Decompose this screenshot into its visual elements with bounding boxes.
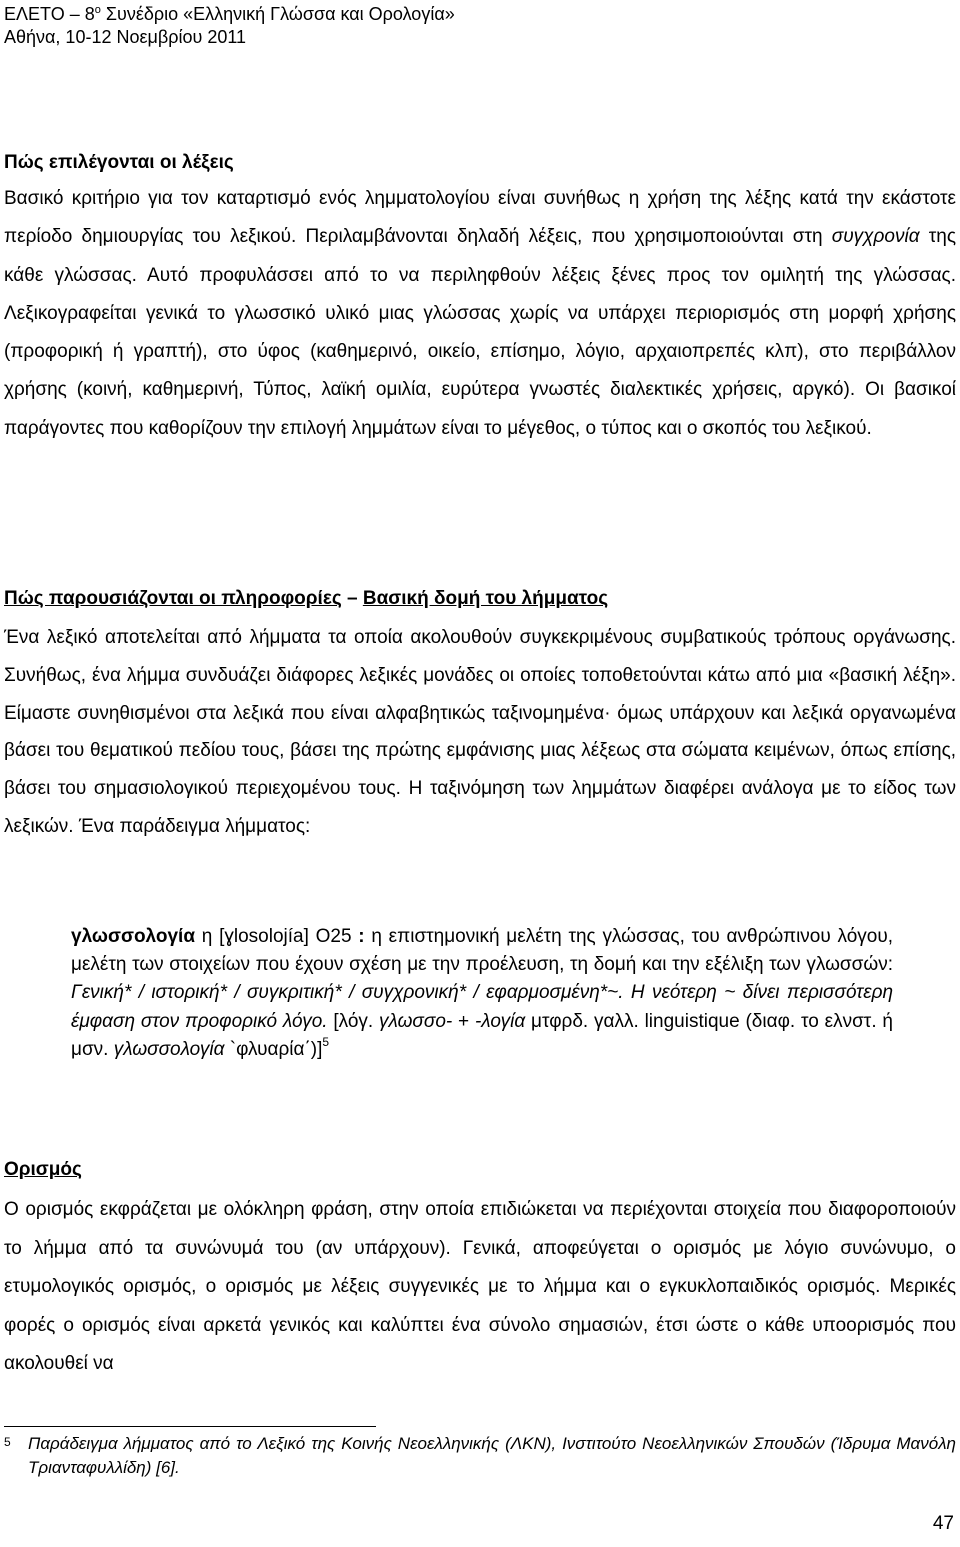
conference-date: Αθήνα, 10-12 Νοεμβρίου 2011 (4, 27, 247, 47)
footnote (4, 1432, 956, 1480)
paragraph-definition: Ο ορισμός εκφράζεται με ολόκληρη φράση, στην οποία επιδιώκεται να περιέχονται στοιχεία που διαφοροποιούν το λήμμα από τα συνώνυμά του (αν υπάρχουν). Γενικά, αποφεύγεται ο ορισμός με λόγιο συνώνυμο, ο ετυμολογικός ορισμός, ο ορισμός με λέξεις συγγενικές με το λήμμα και ο εγκυκλοπαιδικός ορισμός. Μερικές φορές ο ορισμός είναι αρκετά γενικός και καλύπτει ένα σύνολο σημασιών, έτσι ώστε ο κάθε υποορισμός που ακολουθεί να (4, 1199, 956, 1375)
dictionary-entry-example: γλωσσολογία η [ɣlosolojía] Ο25 : η επιστημονική μελέτη της γλώσσας, του ανθρώπινου λόγου, μελέτη των στοιχείων που έχουν σχέση με την προέλευση, τη δομή και την εξέλιξη των γλωσσών: Γενική* / ιστορική* / συγκριτική* / συγχρονική* / εφαρμοσμένη*~. Η νεότερη ~ δίνει περισσότερη έμφαση στον προφορικό λόγο. [λόγ. γλωσσο- + -λογία μτφρδ. γαλλ. linguistique (διαφ. το ελνστ. ή μσν. γλωσσολογία `φλυαρία΄)]$^5$ (71, 926, 894, 1060)
running-header (4, 3, 455, 49)
footnote-reference: 5 (322, 1034, 330, 1049)
section-title-word-selection: Πώς επιλέγονται οι λέξεις (4, 152, 234, 173)
paragraph-entry-structure: Ένα λεξικό αποτελείται από λήμματα τα οποία ακολουθούν συγκεκριμένους συμβατικούς τρόπους οργάνωσης. Συνήθως, ένα λήμμα συνδυάζει διάφορες λεξικές μονάδες οι οποίες τοποθετούνται κάτω από μια «βασική λέξη». Είμαστε συνηθισμένοι στα λεξικά που είναι αλφαβητικώς ταξινομημένα· όμως υπάρχουν και λεξικά οργανωμένα βάσει του θεματικού πεδίου τους, βάσει της πρώτης εμφάνισης μιας λέξεως στα σώματα κειμένων, όπως επίσης, βάσει του σημασιολογικού περιεχομένου τους. Η ταξινόμηση των λημμάτων διαφέρει ανάλογα με το είδος των λεξικών. Ένα παράδειγμα λήμματος: (4, 627, 956, 837)
paragraph-word-selection: Βασικό κριτήριο για τον καταρτισμό ενός λημματολογίου είναι συνήθως η χρήση της λέξης κατά την εκάστοτε περίοδο δημιουργίας του λεξικού. Περιλαμβάνονται δηλαδή λέξεις, που χρησιμοποιούνται στη συγχρονία της κάθε γλώσσας. Αυτό προφυλάσσει από το να περιληφθούν λέξεις ξένες προς τον ομιλητή της γλώσσας. Λεξικογραφείται γενικά το γλωσσικό υλικό μιας γλώσσας χωρίς να υπάρχει περιορισμός στη μορφή χρήσης (προφορική ή γραπτή), στο ύφος (καθημερινό, οικείο, επίσημο, λόγιο, αρχαιοπρεπές κλπ), στο περιβάλλον χρήσης (κοινή, καθημερινή, Τύπος, λαϊκή ομιλία, ευρύτερα γνωστές διαλεκτικές χρήσεις, αργκό). Οι βασικοί παράγοντες που καθορίζουν την επιλογή λημμάτων είναι το μέγεθος, ο τύπος και ο σκοπός του λεξικού. (4, 188, 956, 439)
footnote-separator (4, 1426, 376, 1427)
conference-title: ΕΛΕΤΟ – $8^o$ Συνέδριο «Ελληνική Γλώσσα και Ορολογία» (4, 4, 455, 24)
section-title-definition: Ορισμός (4, 1159, 82, 1180)
section-title-entry-structure: Πώς παρουσιάζονται οι πληροφορίες – Βασική δομή του λήμματος (4, 588, 609, 609)
footnote-text: Παράδειγμα λήμματος από το Λεξικό της Κοινής Νεοελληνικής (ΛΚΝ), Ινστιτούτο Νεοελληνικών Σπουδών (Ίδρυμα Μανόλη Τριανταφυλλίδη) [6]. (28, 1434, 956, 1477)
page-number: 47 (932, 1513, 954, 1534)
footnote-number: 5 (4, 1435, 11, 1449)
